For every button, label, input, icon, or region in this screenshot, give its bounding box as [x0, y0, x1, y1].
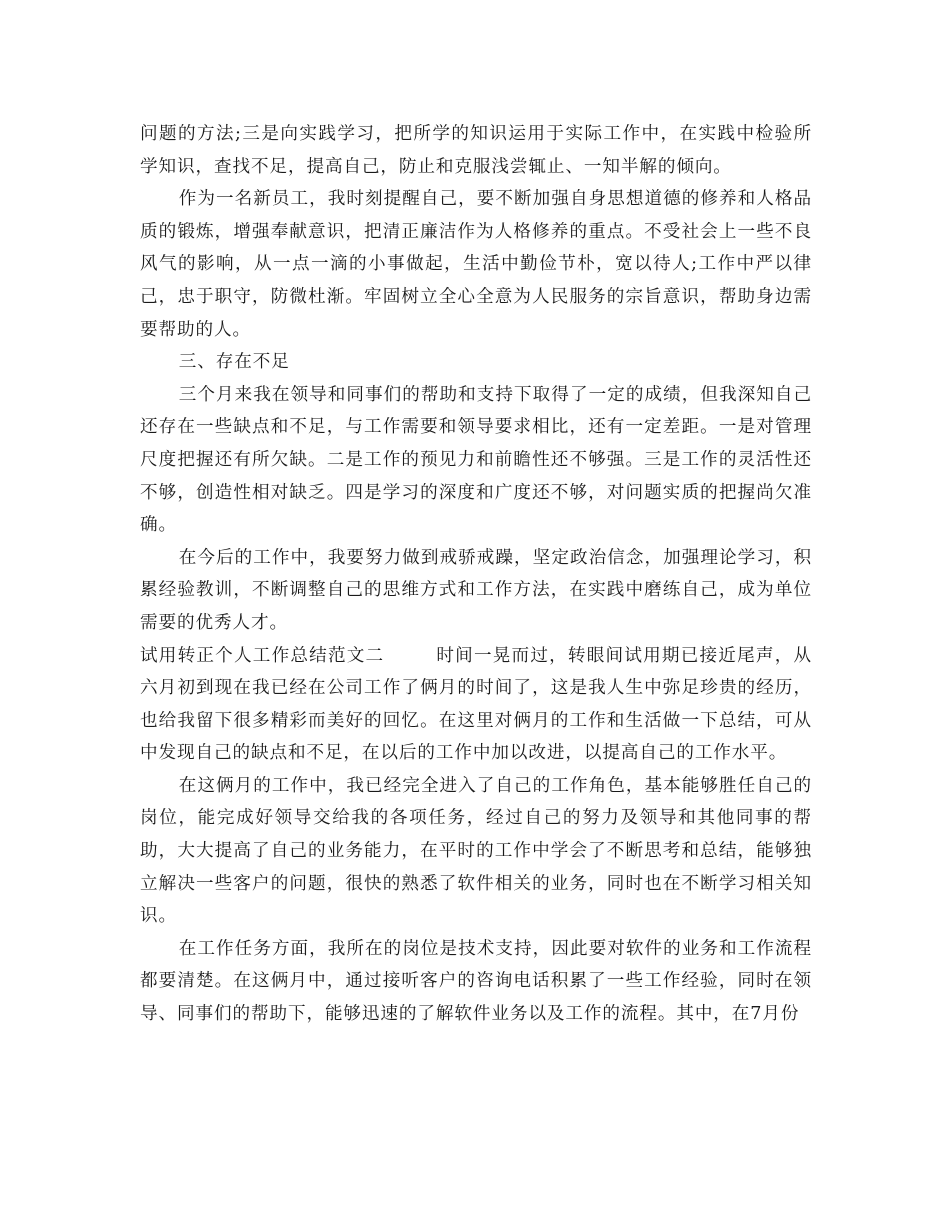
section-first-text: 时间一晃而过，转眼间试用期已接近尾声，从六月初到现在我已经在公司工作了俩月的时间了，这是我人生中弥足珍贵的经历，也给我留下很多精彩而美好的回忆。在这里对俩月的工作和生活做一下总结，可从中发现自己的缺点和不足，在以后的工作中加以改进，以提高自己的工作水平。 — [140, 645, 812, 764]
paragraph-5: 在今后的工作中，我要努力做到戒骄戒躁，坚定政治信念，加强理论学习，积累经验教训，不断调整自己的思维方式和工作方法，在实践中磨练自己，成为单位需要的优秀人才。 — [140, 547, 812, 633]
paragraph-4: 三个月来我在领导和同事们的帮助和支持下取得了一定的成绩，但我深知自己还存在一些缺点和不足，与工作需要和领导要求相比，还有一定差距。一是对管理尺度把握还有所欠缺。二是工作的预见力和前瞻性还不够强。三是工作的灵活性还不够，创造性相对缺乏。四是学习的深度和广度还不够，对问题实质的把握尚欠准确。 — [140, 384, 812, 536]
section-title: 试用转正个人工作总结范文二 — [140, 645, 385, 666]
paragraph-8: 在工作任务方面，我所在的岗位是技术支持，因此要对软件的业务和工作流程都要清楚。在这俩月中，通过接听客户的咨询电话积累了一些工作经验，同时在领导、同事们的帮助下，能够迅速的了解软件业务以及工作的流程。其中，在7月份 — [140, 938, 812, 1025]
section-heading-shortcomings: 三、存在不足 — [178, 352, 290, 373]
paragraph-1: 问题的方法;三是向实践学习，把所学的知识运用于实际工作中，在实践中检验所学知识，查找不足，提高自己，防止和克服浅尝辄止、一知半解的倾向。 — [140, 124, 812, 177]
section-title-paragraph — [140, 640, 812, 770]
paragraph-2: 作为一名新员工，我时刻提醒自己，要不断加强自身思想道德的修养和人格品质的锻炼，增强奉献意识，把清正廉洁作为人格修养的重点。不受社会上一些不良风气的影响，从一点一滴的小事做起，生活中勤俭节朴，宽以待人;工作中严以律己，忠于职守，防微杜渐。牢固树立全心全意为人民服务的宗旨意识，帮助身边需要帮助的人。 — [140, 189, 812, 340]
paragraph-7: 在这俩月的工作中，我已经完全进入了自己的工作角色，基本能够胜任自己的岗位，能完成好领导交给我的各项任务，经过自己的努力及领导和其他同事的帮助，大大提高了自己的业务能力，在平时的工作中学会了不断思考和总结，能够独立解决一些客户的问题，很快的熟悉了软件相关的业务，同时也在不断学习相关知识。 — [140, 775, 812, 927]
document-body — [140, 118, 812, 1031]
